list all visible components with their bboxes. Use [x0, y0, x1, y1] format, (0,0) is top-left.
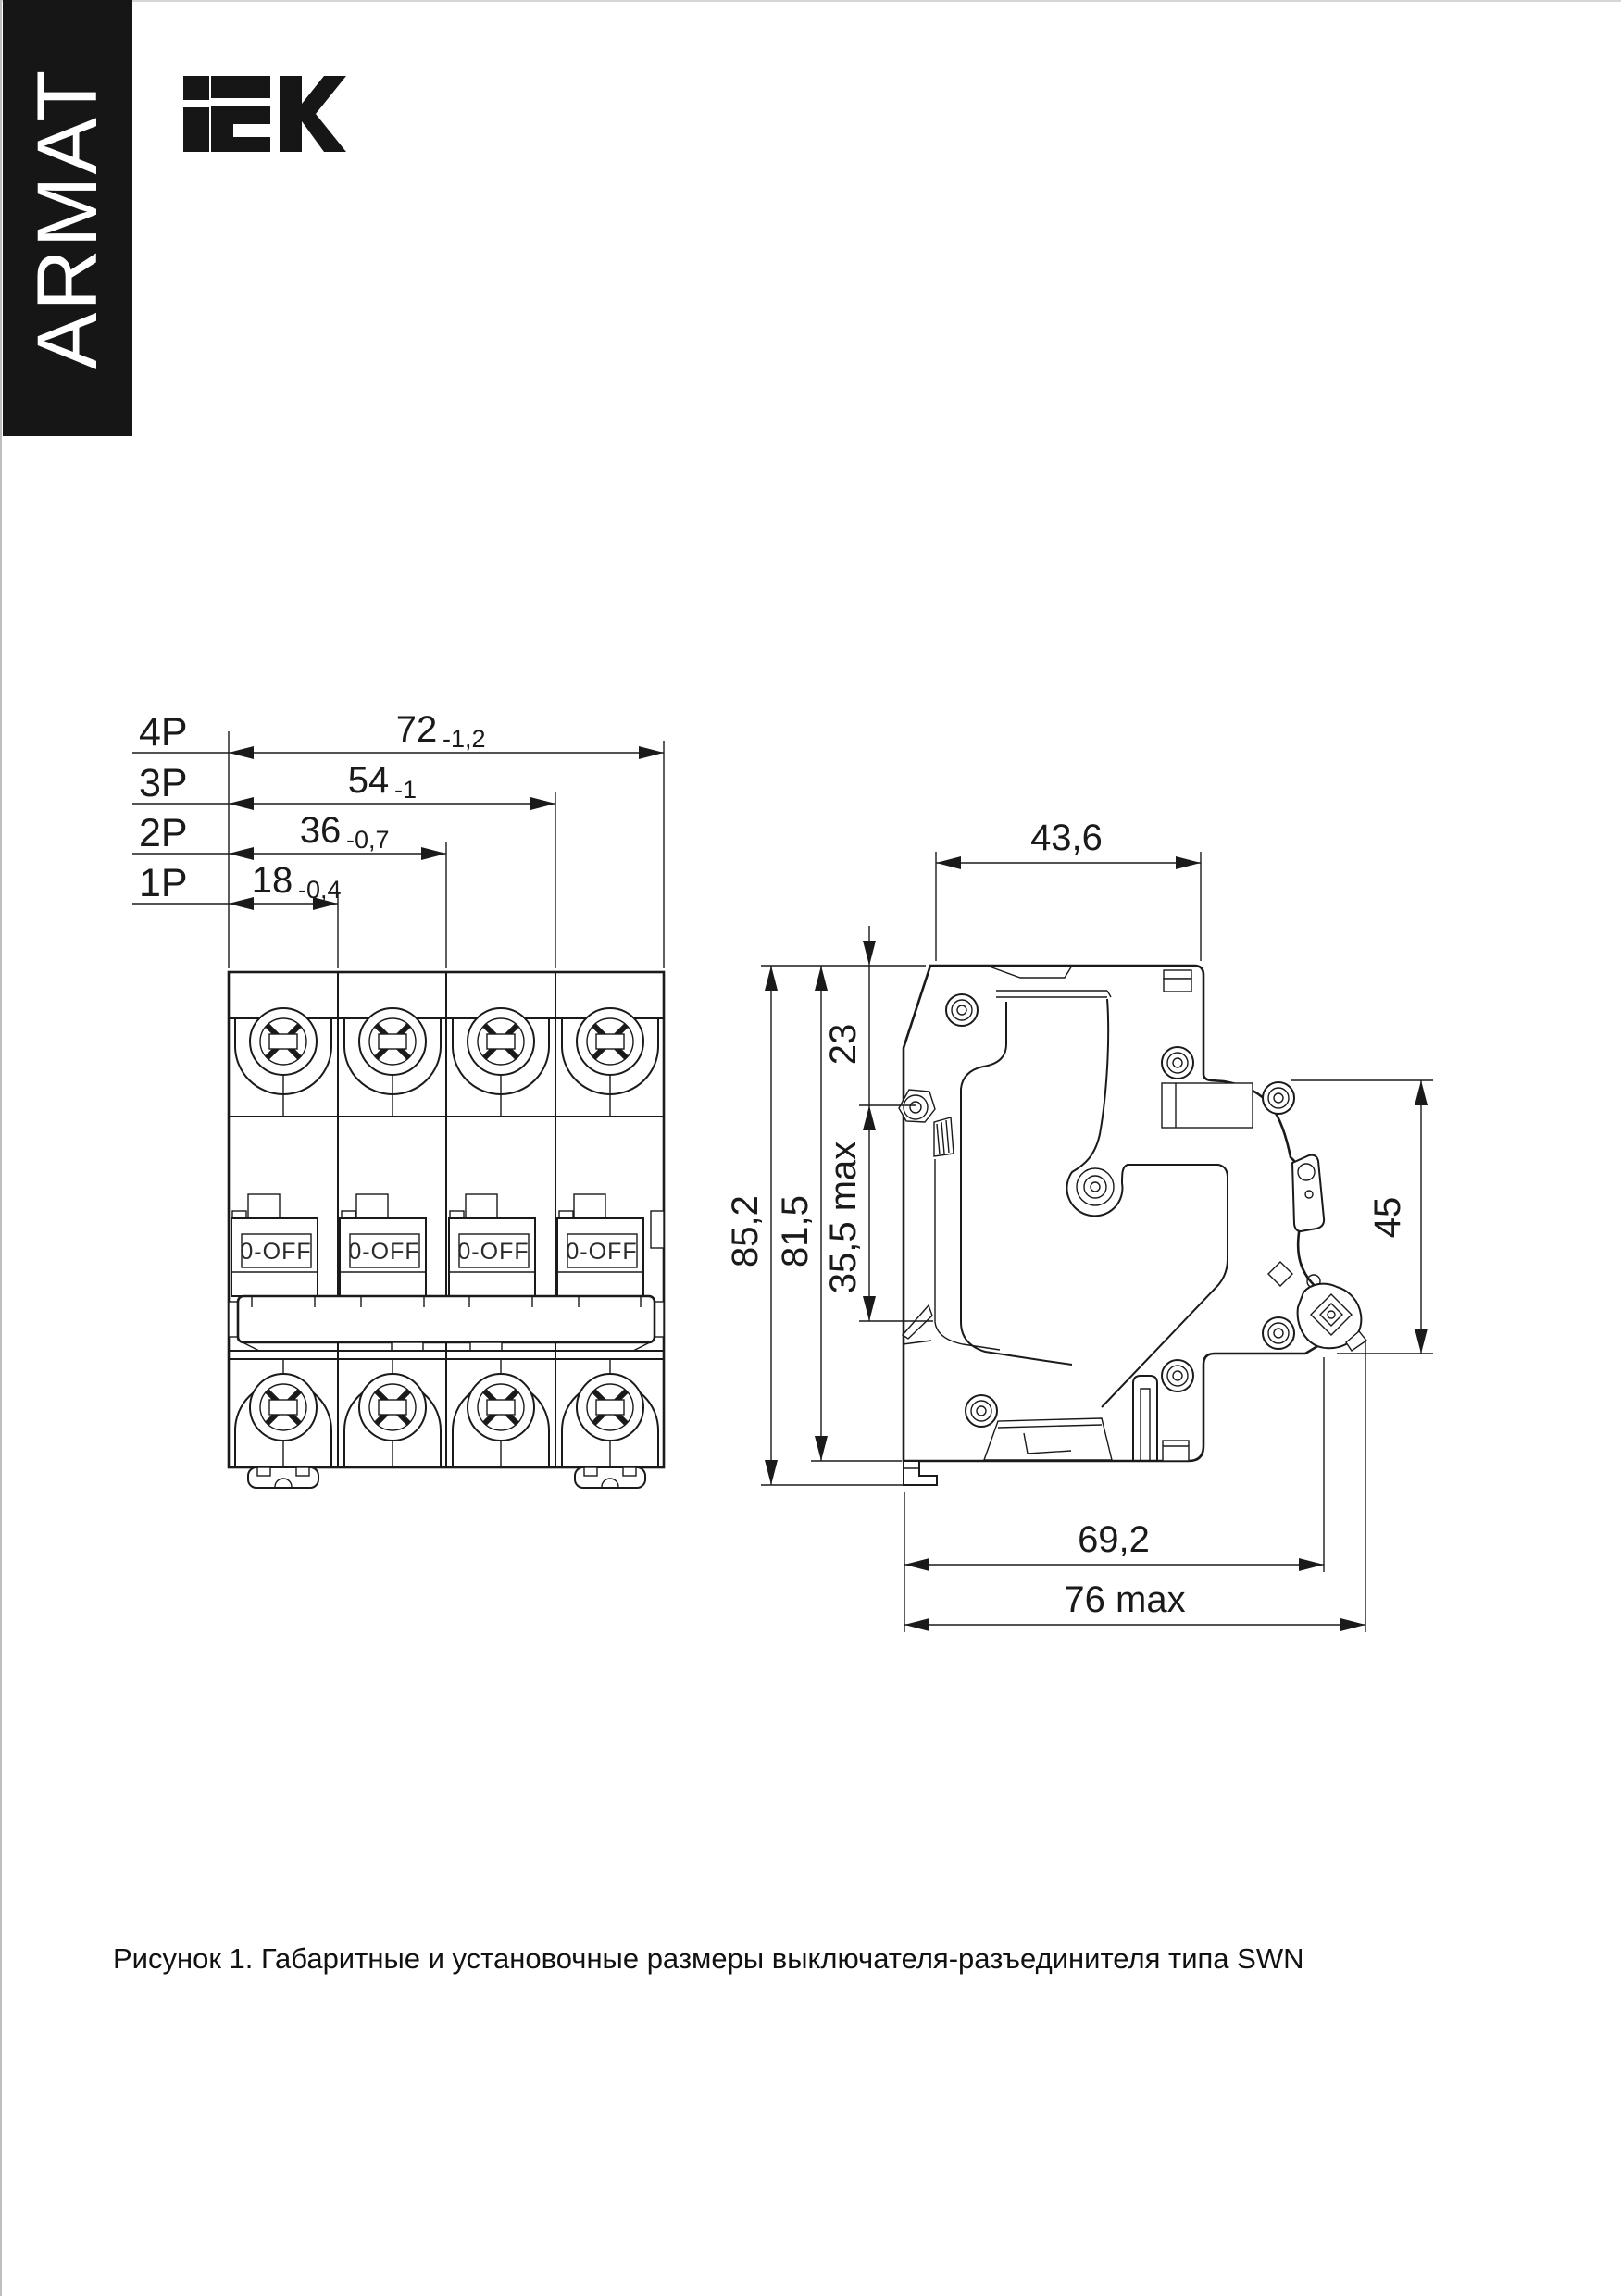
- dim-value-54: 54: [347, 760, 390, 801]
- dim-4p: [132, 709, 664, 759]
- latch-lever: [1292, 1155, 1324, 1231]
- page-edge-top: [0, 0, 1621, 2]
- dim-body-height: [775, 966, 828, 1461]
- screw-head-icon: [946, 994, 978, 1026]
- handle-state-label: 0-OFF: [240, 1239, 312, 1265]
- armat-series-banner: [3, 0, 132, 436]
- logo-e-body: [211, 106, 270, 152]
- screw-head-icon: [1263, 1082, 1294, 1114]
- handle-state-label: 0-OFF: [566, 1239, 638, 1265]
- dim-overall-height: [725, 966, 778, 1485]
- pole-label-3p: 3P: [139, 761, 188, 805]
- dim-3p: [132, 760, 555, 810]
- screw-head-icon: [1263, 1317, 1294, 1349]
- logo-i-dot: [183, 76, 209, 100]
- armat-banner-label: ARMAT: [19, 68, 115, 369]
- iek-logo-glyphs: [183, 76, 346, 152]
- dim-2p: [132, 810, 446, 860]
- logo-e-top: [211, 76, 270, 98]
- pole-label-2p: 2P: [139, 811, 188, 855]
- dim-value-85-2: 85,2: [725, 1195, 766, 1267]
- dimension-drawing: [93, 704, 1500, 1694]
- rear-terminal-screw: [1298, 1284, 1366, 1351]
- handle-window: [231, 1218, 318, 1296]
- pole-label-4p: 4P: [139, 710, 188, 755]
- dim-tolerance-72: -1,2: [443, 725, 486, 753]
- front-toggle-bar: [229, 1296, 664, 1351]
- dim-value-76-max: 76 max: [1064, 1579, 1186, 1620]
- dim-value-45: 45: [1367, 1196, 1408, 1239]
- din-rail-feet: [248, 1467, 645, 1488]
- dim-1p: [132, 860, 342, 910]
- dim-value-69-2: 69,2: [1078, 1519, 1150, 1560]
- front-view-dimensions: [132, 709, 664, 968]
- logo-k: [280, 76, 346, 152]
- side-view: [899, 966, 1366, 1485]
- pole-label-1p: 1P: [139, 861, 188, 905]
- dim-value-35-5-max: 35,5 max: [823, 1141, 864, 1294]
- dim-tolerance-36: -0,7: [346, 826, 390, 854]
- front-view: [229, 972, 664, 1488]
- dim-rail-offsets: [823, 926, 876, 1321]
- dim-top-width: [936, 817, 1201, 961]
- screw-head-icon: [1162, 1047, 1193, 1079]
- dim-value-23: 23: [823, 1023, 864, 1066]
- figure-caption: Рисунок 1. Габаритные и установочные размеры выключателя-разъединителя типа SWN: [113, 1942, 1304, 1975]
- handle-window: [449, 1218, 535, 1296]
- dim-value-36: 36: [299, 810, 342, 851]
- dim-value-18: 18: [251, 860, 293, 901]
- dim-value-81-5: 81,5: [775, 1195, 816, 1267]
- logo-i-stem: [183, 107, 209, 152]
- din-claw-foot: [904, 1461, 937, 1485]
- handle-state-label: 0-OFF: [457, 1239, 530, 1265]
- iek-logo: [176, 69, 346, 157]
- handle-window: [557, 1218, 643, 1296]
- dim-tolerance-54: -1: [394, 776, 418, 804]
- dim-tolerance-18: -0,4: [298, 876, 342, 904]
- screw-head-icon: [966, 1395, 997, 1427]
- dim-value-43-6: 43,6: [1030, 817, 1103, 858]
- dim-value-72: 72: [395, 709, 438, 750]
- handle-window: [340, 1218, 426, 1296]
- screw-head-icon: [1162, 1360, 1193, 1391]
- handle-state-label: 0-OFF: [348, 1239, 420, 1265]
- page-edge-left: [0, 0, 2, 2296]
